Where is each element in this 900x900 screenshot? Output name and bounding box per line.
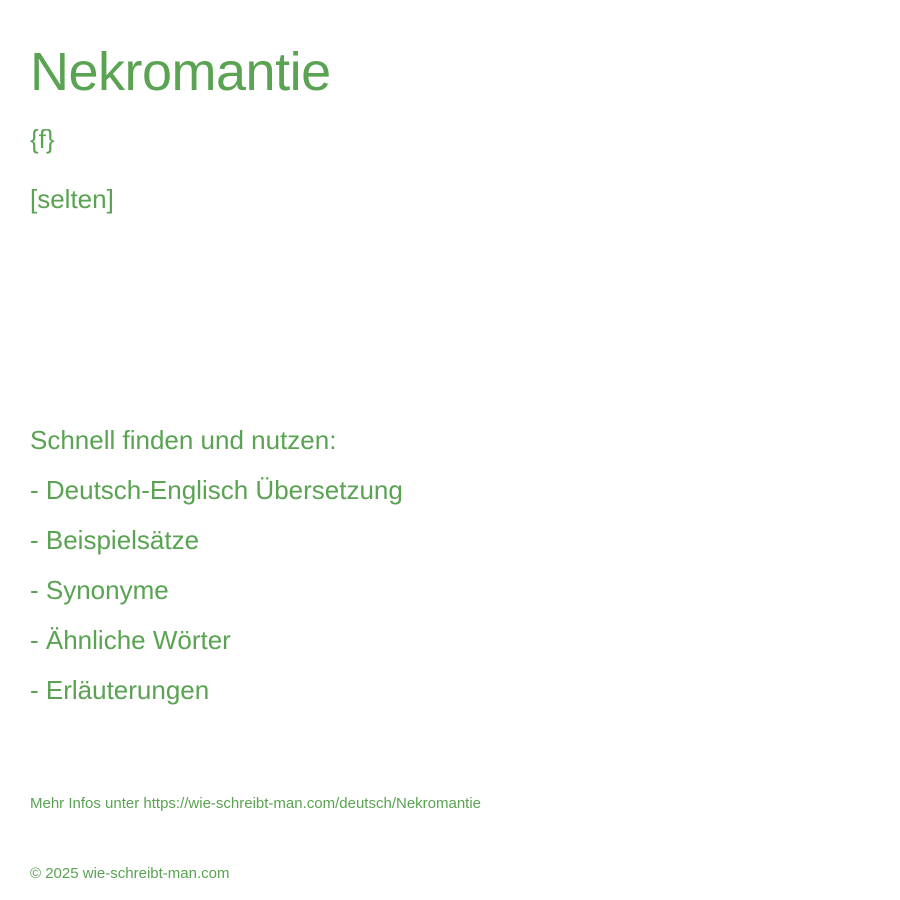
more-info-line (30, 794, 481, 814)
feature-item-translation: - Deutsch-Englisch Übersetzung (30, 475, 403, 505)
more-info-link[interactable]: https://wie-schreibt-man.com/deutsch/Nekromantie (143, 795, 482, 812)
grammatical-gender: {f} (30, 124, 55, 154)
features-section (30, 424, 403, 724)
usage-label: [selten] (30, 184, 114, 214)
feature-item-explanations: - Erläuterungen (30, 675, 210, 705)
features-heading: Schnell finden und nutzen: (30, 425, 337, 455)
feature-item-example-sentences: - Beispielsätze (30, 525, 200, 555)
feature-item-similar-words: - Ähnliche Wörter (30, 625, 231, 655)
copyright-notice: © 2025 wie-schreibt-man.com (30, 865, 230, 882)
page-title: Nekromantie (30, 42, 331, 102)
more-info-prefix: Mehr Infos unter (30, 795, 144, 812)
feature-item-synonyms: - Synonyme (30, 575, 169, 605)
features-list (30, 474, 403, 724)
